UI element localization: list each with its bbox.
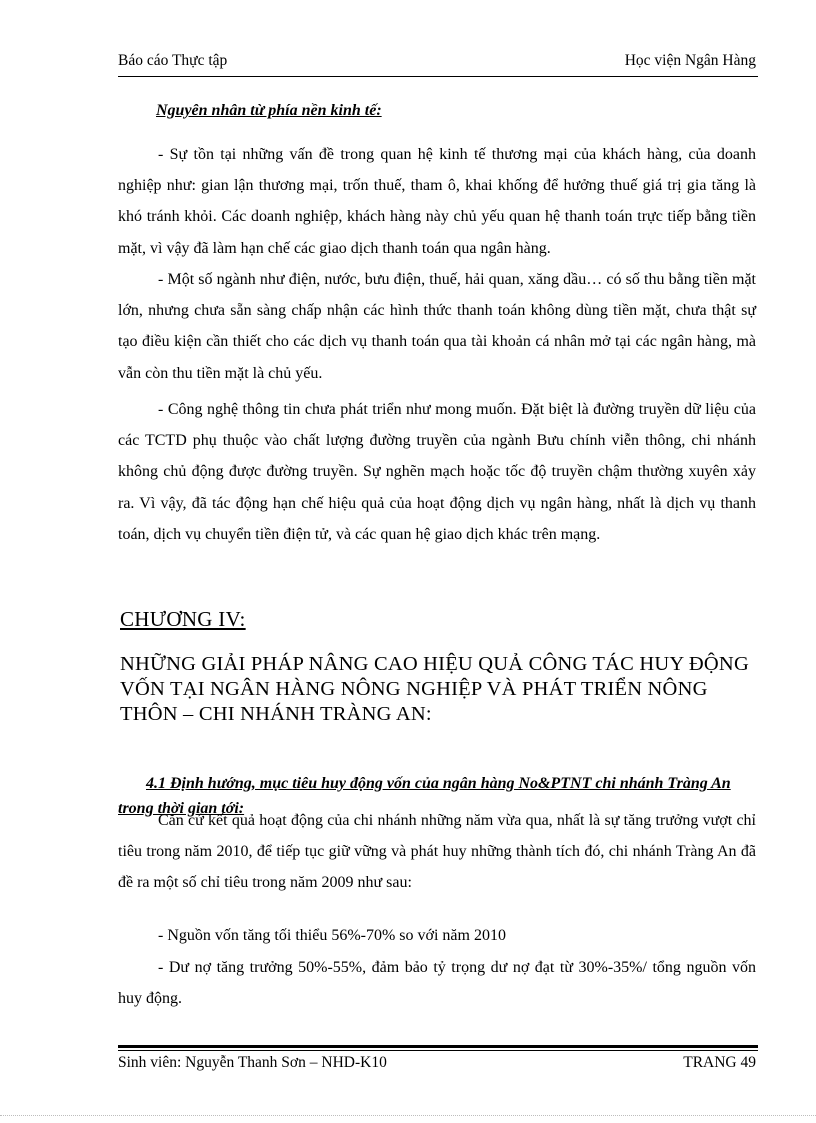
paragraph-3: - Công nghệ thông tin chưa phát triển như mong muốn. Đặt biệt là đường truyền dữ liệu của các TCTD phụ thuộc vào chất lượng đường truyền của ngành Bưu chính viễn thông, chi nhánh không chủ động được đường truyền. Sự nghẽn mạch hoặc tốc độ truyền chậm thường xuyên xảy ra. Vì vậy, đã tác động hạn chế hiệu quả của hoạt động dịch vụ ngân hàng, nhất là dịch vụ thanh toán, dịch vụ chuyển tiền điện tử, và các quan hệ giao dịch khác trên mạng.: [118, 401, 756, 543]
chapter-title: NHỮNG GIẢI PHÁP NÂNG CAO HIỆU QUẢ CÔNG TÁC HUY ĐỘNG VỐN TẠI NGÂN HÀNG NÔNG NGHIỆP VÀ PHÁT TRIỂN NÔNG THÔN – CHI NHÁNH TRÀNG AN:: [120, 653, 749, 725]
page-header: [118, 50, 758, 74]
page-edge-divider: [0, 1115, 816, 1116]
section-heading: 4.1 Định hướng, mục tiêu huy động vốn của ngân hàng No&PTNT chi nhánh Tràng An trong thời gian tới:: [118, 775, 731, 817]
page-footer: [118, 1052, 758, 1076]
target-item-1: - Nguồn vốn tăng tối thiểu 56%-70% so với năm 2010: [158, 927, 506, 944]
header-report-title: Báo cáo Thực tập: [118, 52, 228, 69]
footer-rule: [118, 1045, 758, 1048]
footer-rule-thin: [118, 1050, 758, 1051]
chapter-label: CHƯƠNG IV:: [120, 607, 246, 631]
header-institution: Học viện Ngân Hàng: [624, 52, 756, 69]
footer-student: Sinh viên: Nguyễn Thanh Sơn – NHD-K10: [118, 1054, 387, 1071]
target-item-2: - Dư nợ tăng trưởng 50%-55%, đảm bảo tỷ trọng dư nợ đạt từ 30%-35%/ tổng nguồn vốn huy động.: [118, 959, 756, 1008]
header-rule: [118, 76, 758, 77]
paragraph-2: - Một số ngành như điện, nước, bưu điện, thuế, hải quan, xăng dầu… có số thu bằng tiền mặt lớn, nhưng chưa sẵn sàng chấp nhận các hình thức thanh toán không dùng tiền mặt, chưa thật sự tạo điều kiện cần thiết cho các dịch vụ thanh toán qua tài khoản cá nhân mở tại các ngân hàng, mà vẫn còn thu tiền mặt là chủ yếu.: [118, 271, 756, 382]
section-intro: Căn cứ kết quả hoạt động của chi nhánh những năm vừa qua, nhất là sự tăng trưởng vượt chỉ tiêu trong năm 2010, để tiếp tục giữ vững và phát huy những thành tích đó, chi nhánh Tràng An đã đề ra một số chỉ tiêu trong năm 2009 như sau:: [118, 812, 756, 892]
footer-page-number: TRANG 49: [683, 1054, 756, 1071]
paragraph-1: - Sự tồn tại những vấn đề trong quan hệ kinh tế thương mại của khách hàng, của doanh nghiệp như: gian lận thương mại, trốn thuế, tham ô, khai khống để hưởng thuế giá trị gia tăng là khó tránh khỏi. Các doanh nghiệp, khách hàng này chủ yếu quan hệ thanh toán trực tiếp bằng tiền mặt, vì vậy đã làm hạn chế các giao dịch thanh toán qua ngân hàng.: [118, 146, 756, 257]
cause-subheading: Nguyên nhân từ phía nền kinh tế:: [156, 102, 382, 119]
